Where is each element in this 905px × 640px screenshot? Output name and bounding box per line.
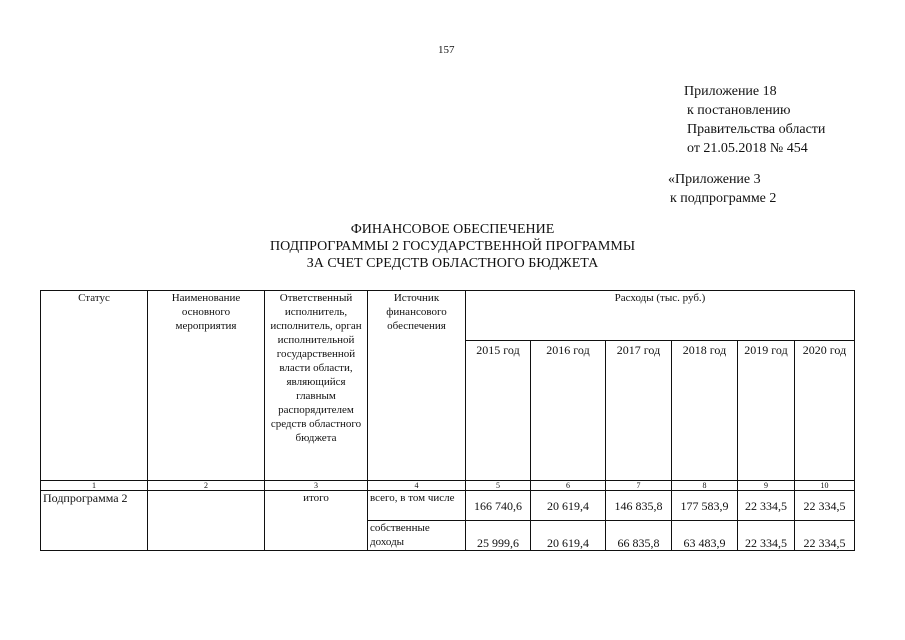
row-value: 25 999,6 [466, 521, 531, 551]
row-value: 177 583,9 [672, 491, 738, 521]
appendix-line-3: Правительства области [687, 122, 826, 137]
row-value: 146 835,8 [606, 491, 672, 521]
row-value: 22 334,5 [795, 491, 855, 521]
sub-appendix-line-2: к подпрограмме 2 [670, 191, 777, 206]
document-title [0, 221, 905, 272]
sub-appendix-line-1: «Приложение 3 [668, 172, 761, 187]
column-number: 7 [606, 481, 672, 491]
header-year: 2019 год [738, 341, 795, 481]
row-event-name [148, 491, 265, 551]
header-source: Источник финансового обеспечения [368, 291, 466, 481]
title-line-3: ЗА СЧЕТ СРЕДСТВ ОБЛАСТНОГО БЮДЖЕТА [306, 256, 599, 271]
header-executor: Ответственный исполнитель, исполнитель, орган исполнительной государственной власти области, являющийся главным распорядителем средств областного бюджета [265, 291, 368, 481]
row-value: 22 334,5 [795, 521, 855, 551]
column-number: 9 [738, 481, 795, 491]
header-year: 2018 год [672, 341, 738, 481]
row-value: 20 619,4 [531, 521, 606, 551]
header-year: 2020 год [795, 341, 855, 481]
column-number: 1 [41, 481, 148, 491]
page-number: 157 [438, 44, 455, 56]
column-number: 6 [531, 481, 606, 491]
row-value: 22 334,5 [738, 491, 795, 521]
header-year: 2017 год [606, 341, 672, 481]
row-value: 22 334,5 [738, 521, 795, 551]
appendix-line-2: к постановлению [687, 103, 791, 118]
column-number: 5 [466, 481, 531, 491]
header-year: 2015 год [466, 341, 531, 481]
column-number: 8 [672, 481, 738, 491]
column-number: 2 [148, 481, 265, 491]
column-number: 3 [265, 481, 368, 491]
appendix-line-1: Приложение 18 [684, 84, 777, 99]
appendix-line-4: от 21.05.2018 № 454 [687, 141, 808, 156]
header-year: 2016 год [531, 341, 606, 481]
table-row [41, 491, 855, 521]
column-number: 4 [368, 481, 466, 491]
row-value: 20 619,4 [531, 491, 606, 521]
row-source: всего, в том числе [368, 491, 466, 521]
header-status: Статус [41, 291, 148, 481]
header-event-name: Наименование основного мероприятия [148, 291, 265, 481]
header-expenses: Расходы (тыс. руб.) [466, 291, 855, 341]
row-value: 166 740,6 [466, 491, 531, 521]
row-value: 66 835,8 [606, 521, 672, 551]
row-executor: итого [265, 491, 368, 551]
row-source: собственные доходы [368, 521, 466, 551]
title-line-1: ФИНАНСОВОЕ ОБЕСПЕЧЕНИЕ [350, 222, 555, 237]
column-number: 10 [795, 481, 855, 491]
title-line-2: ПОДПРОГРАММЫ 2 ГОСУДАРСТВЕННОЙ ПРОГРАММЫ [269, 239, 636, 254]
row-value: 63 483,9 [672, 521, 738, 551]
financing-table [40, 290, 855, 551]
row-status: Подпрограмма 2 [41, 491, 148, 551]
